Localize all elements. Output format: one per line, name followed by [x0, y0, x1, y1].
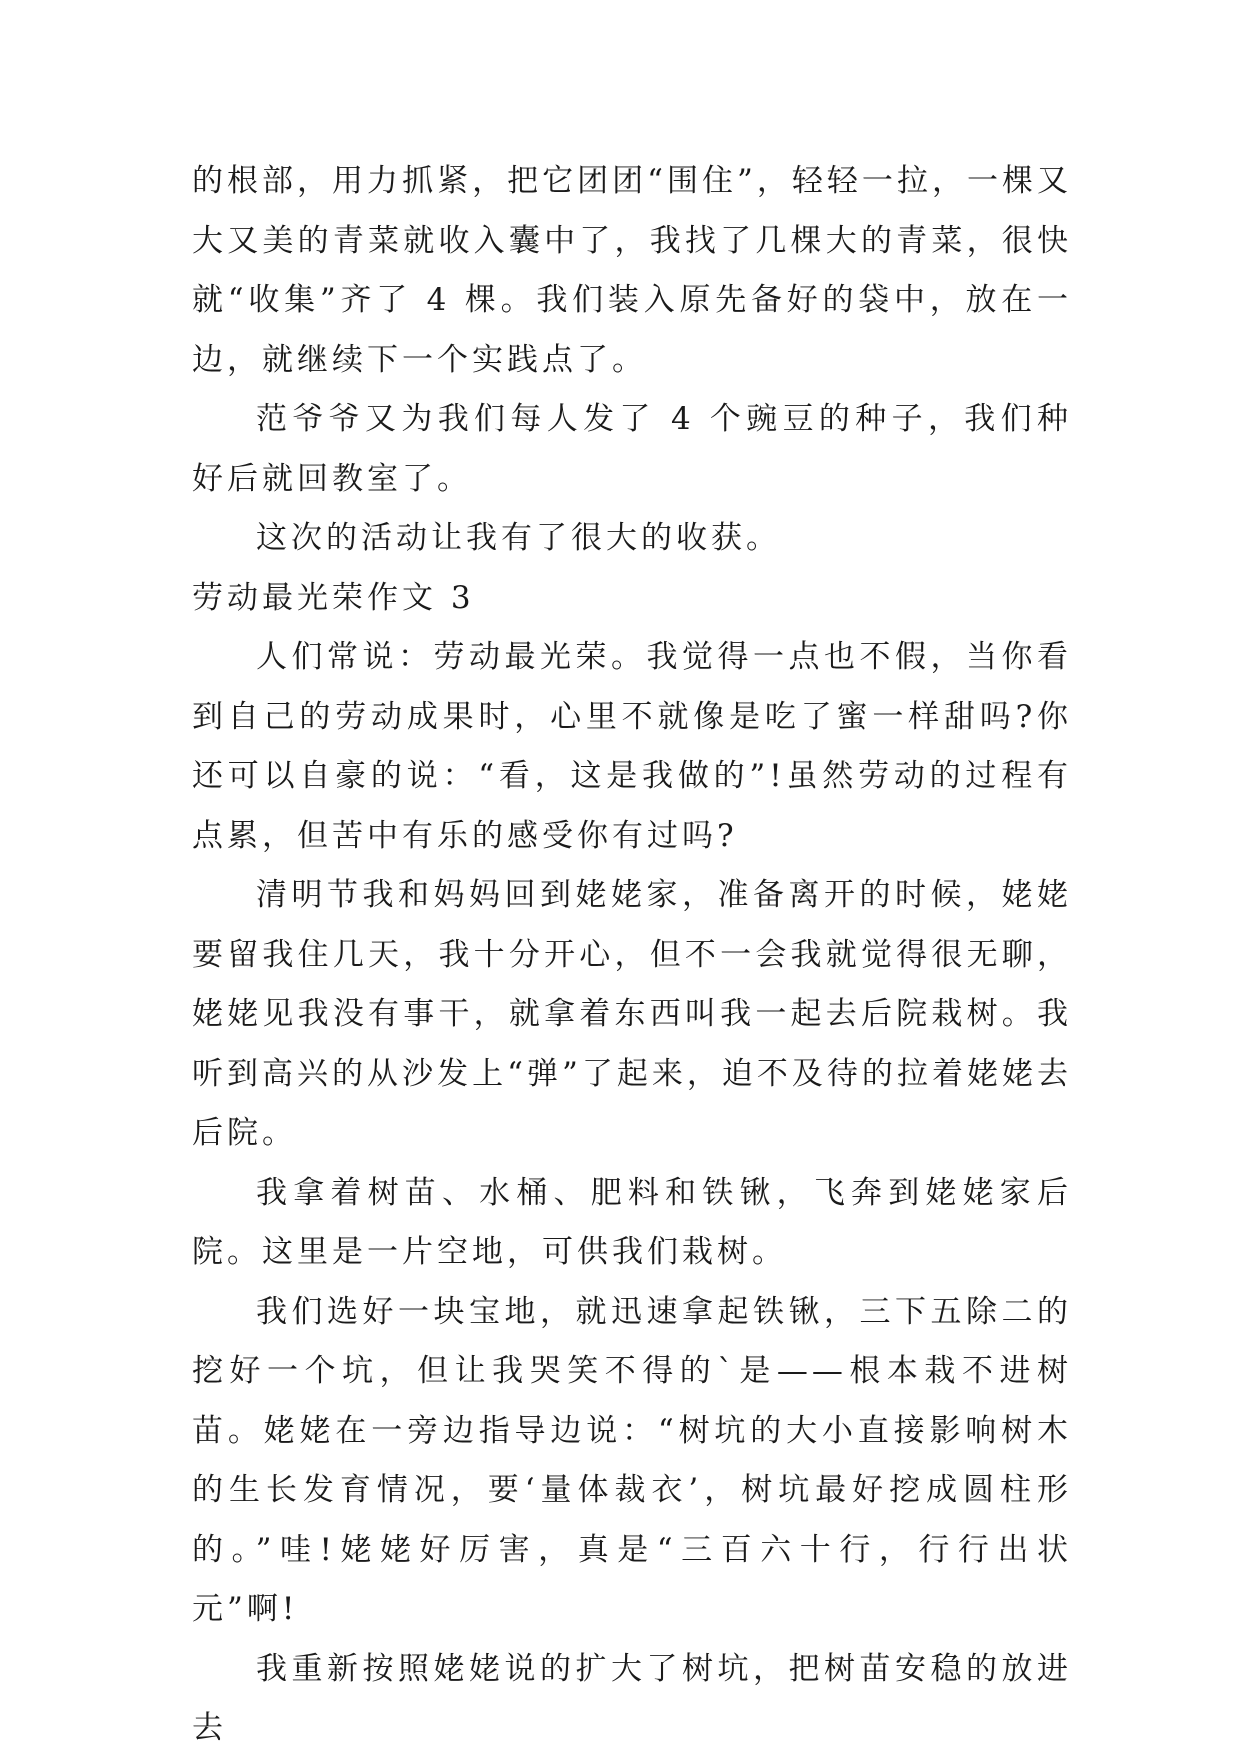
paragraph-5: 清明节我和妈妈回到姥姥家，准备离开的时候，姥姥要留我住几天，我十分开心，但不一会我就觉得很无聊，姥姥见我没有事干，就拿着东西叫我一起去后院栽树。我听到高兴的从沙发上“弹”了起来，迫不及待的拉着姥姥去后院。 [192, 877, 1072, 1151]
paragraph-1: 的根部，用力抓紧，把它团团“围住”，轻轻一拉，一棵又大又美的青菜就收入囊中了，我找了几棵大的青菜，很快就“收集”齐了 4 棵。我们装入原先备好的袋中，放在一边，就继续下一个实践点了。 [192, 163, 1072, 378]
paragraph-7: 我们选好一块宝地，就迅速拿起铁锹，三下五除二的挖好一个坑，但让我哭笑不得的`是——根本栽不进树苗。姥姥在一旁边指导边说：“树坑的大小直接影响树木的生长发育情况，要‘量体裁衣’，树坑最好挖成圆柱形的。”哇!姥姥好厉害，真是“三百六十行，行行出状元”啊! [192, 1293, 1072, 1627]
paragraph-6: 我拿着树苗、水桶、肥料和铁锹，飞奔到姥姥家后院。这里是一片空地，可供我们栽树。 [192, 1174, 1072, 1270]
section-heading: 劳动最光荣作文 3 [192, 579, 475, 616]
paragraph-3: 这次的活动让我有了很大的收获。 [256, 520, 781, 556]
paragraph-2: 范爷爷又为我们每人发了 4 个豌豆的种子，我们种好后就回教室了。 [192, 401, 1072, 497]
paragraph-8: 我重新按照姥姥说的扩大了树坑，把树苗安稳的放进去 [192, 1650, 1072, 1746]
document-page [192, 152, 1072, 1759]
paragraph-4: 人们常说：劳动最光荣。我觉得一点也不假，当你看到自己的劳动成果时，心里不就像是吃了蜜一样甜吗?你还可以自豪的说：“看，这是我做的”!虽然劳动的过程有点累，但苦中有乐的感受你有过吗? [192, 639, 1072, 854]
